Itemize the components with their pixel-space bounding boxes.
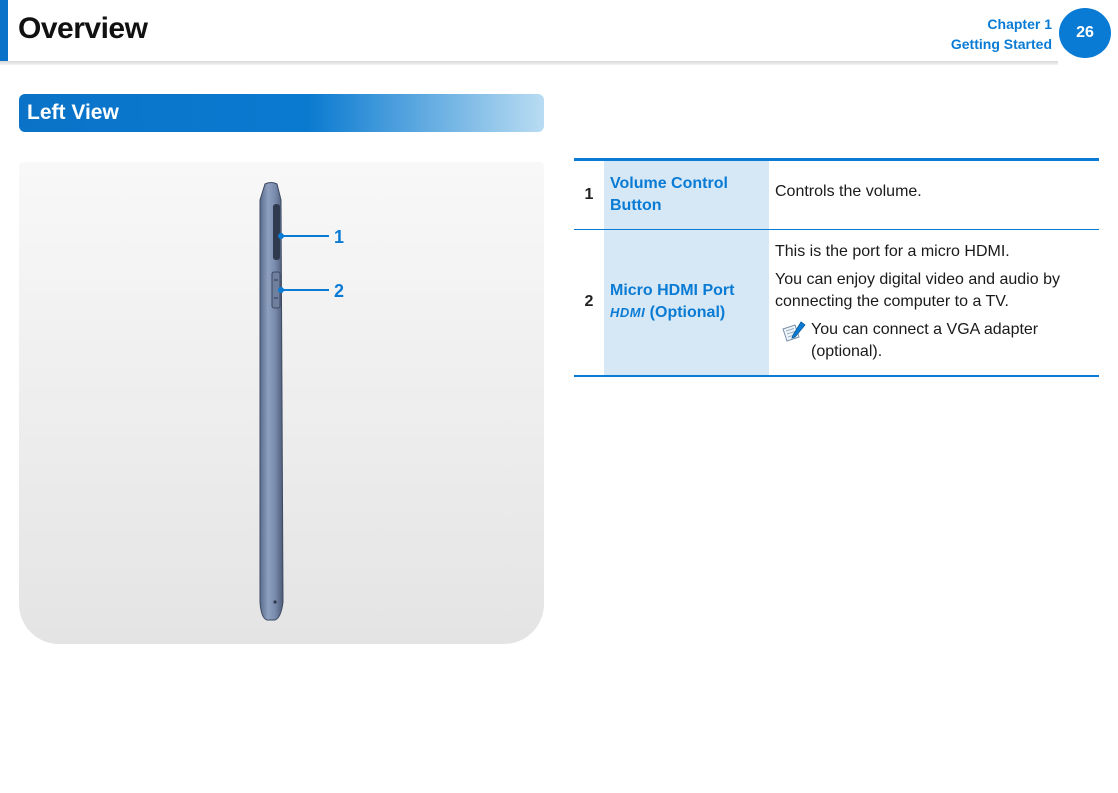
note-pencil-icon <box>779 319 807 347</box>
callout-label-1: 1 <box>334 227 345 247</box>
hdmi-logo-icon: HDMI <box>610 305 646 321</box>
parts-table <box>574 158 1099 377</box>
note-text: You can connect a VGA adapter (optional). <box>811 321 1039 361</box>
part-name-suffix: (Optional) <box>649 304 726 322</box>
header-accent-bar <box>0 0 8 62</box>
page-title: Overview <box>18 12 148 45</box>
chapter-name: Getting Started <box>950 36 1052 52</box>
row-number: 2 <box>574 230 604 376</box>
chapter-label: Chapter 1 <box>987 16 1052 32</box>
volume-button-shape <box>273 204 280 260</box>
description-text: Controls the volume. <box>775 183 922 200</box>
part-name-line2 <box>610 302 769 324</box>
tablet-side-illustration <box>19 162 544 644</box>
description-text: You can enjoy digital video and audio by connecting the computer to a TV. <box>775 271 1060 311</box>
part-name: Volume Control Button <box>604 160 769 230</box>
part-description <box>769 230 1099 376</box>
description-text: This is the port for a micro HDMI. <box>775 243 1010 261</box>
row-number: 1 <box>574 160 604 230</box>
table-row <box>574 160 1099 230</box>
header-divider <box>0 61 1058 65</box>
callout-label-2: 2 <box>334 281 345 301</box>
part-description <box>769 160 1099 230</box>
section-heading-bar <box>19 94 544 132</box>
chapter-info <box>951 14 1052 54</box>
device-left-view-figure <box>19 162 544 644</box>
page-header <box>0 0 1118 64</box>
part-name <box>604 230 769 376</box>
part-name-line1: Micro HDMI Port <box>610 282 735 300</box>
table-row <box>574 230 1099 376</box>
page-number-badge: 26 <box>1059 8 1111 58</box>
note <box>775 319 1099 363</box>
section-title: Left View <box>27 101 119 124</box>
